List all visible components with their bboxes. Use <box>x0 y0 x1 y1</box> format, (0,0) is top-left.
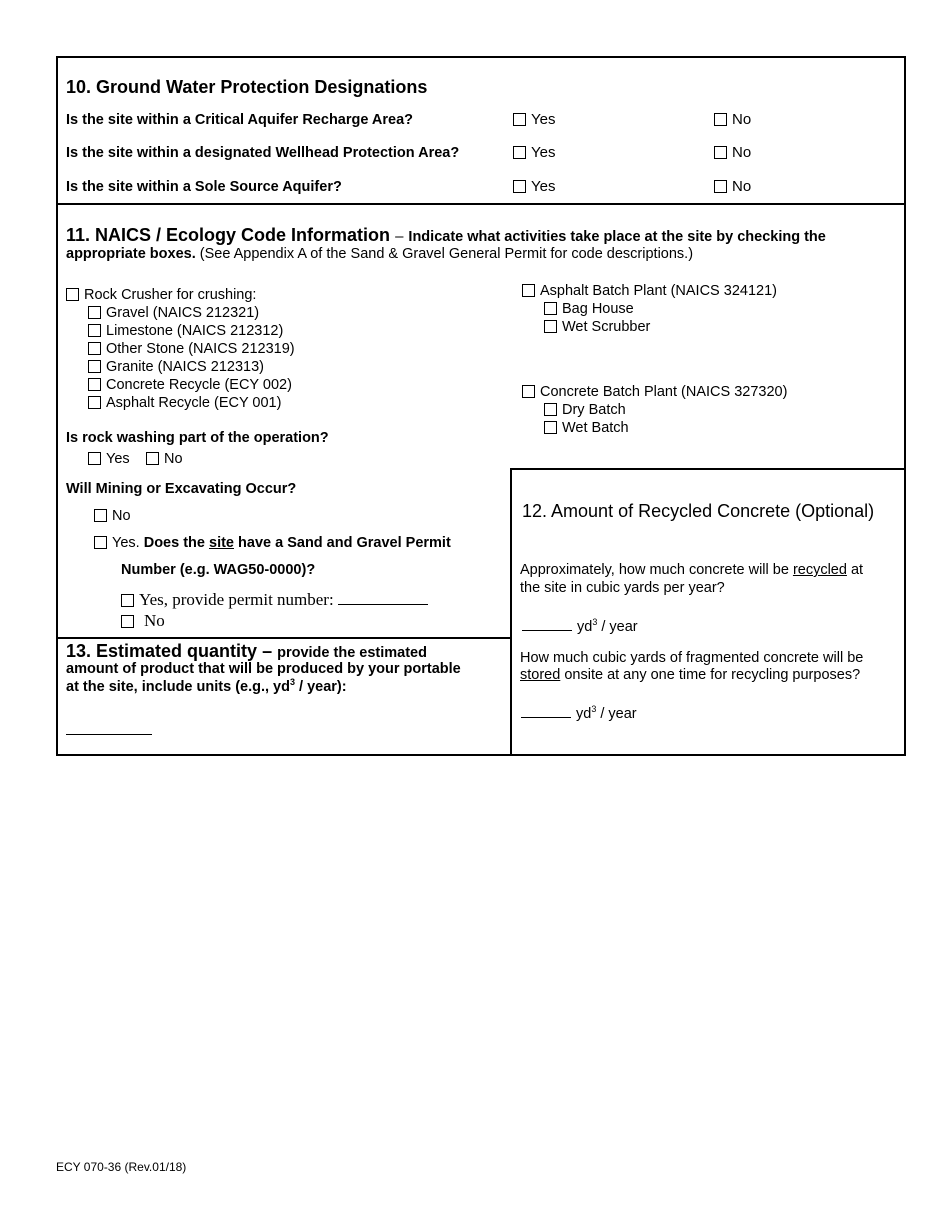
permit-number-question: Number (e.g. WAG50-0000)? <box>121 562 316 578</box>
divider-10-11 <box>56 203 906 205</box>
asphalt-bag-house[interactable]: Bag House <box>544 301 634 317</box>
checkbox[interactable] <box>94 536 107 549</box>
q-critical-aquifer-no[interactable]: No <box>714 111 751 128</box>
divider-11-12 <box>511 468 906 470</box>
divider-13 <box>56 637 512 639</box>
checkbox[interactable] <box>121 615 134 628</box>
q-wellhead: Is the site within a designated Wellhead Protection Area? <box>66 145 460 161</box>
rock-crusher-option[interactable]: Rock Crusher for crushing: <box>66 287 256 303</box>
asphalt-wet-scrubber[interactable]: Wet Scrubber <box>544 319 650 335</box>
checkbox[interactable] <box>121 594 134 607</box>
section-12-title: 12. Amount of Recycled Concrete (Optional) <box>522 501 875 521</box>
checkbox[interactable] <box>94 509 107 522</box>
q-sole-source-no[interactable]: No <box>714 178 751 195</box>
rock-washing-yes[interactable]: Yes <box>88 451 130 467</box>
checkbox[interactable] <box>544 403 557 416</box>
checkbox[interactable] <box>544 421 557 434</box>
checkbox[interactable] <box>88 324 101 337</box>
checkbox[interactable] <box>146 452 159 465</box>
mining-yes[interactable]: Yes. Does the site have a Sand and Gravel Permit <box>94 535 451 551</box>
section-13-text-line3: at the site, include units (e.g., $yd^3$ / year): <box>66 677 347 695</box>
estimated-quantity-input[interactable] <box>66 734 152 735</box>
checkbox[interactable] <box>544 302 557 315</box>
checkbox[interactable] <box>513 180 526 193</box>
recycled-question-line1: Approximately, how much concrete will be recycled at <box>520 562 864 578</box>
rock-washing-question: Is rock washing part of the operation? <box>66 430 329 446</box>
checkbox[interactable] <box>88 306 101 319</box>
checkbox[interactable] <box>88 360 101 373</box>
permit-no-option[interactable]: No <box>121 611 165 631</box>
mining-no[interactable]: No <box>94 508 131 524</box>
section-11-instruction: appropriate boxes. (See Appendix A of the Sand & Gravel General Permit for code descriptions.) <box>66 246 694 262</box>
q-wellhead-yes[interactable]: Yes <box>513 144 555 161</box>
checkbox[interactable] <box>513 146 526 159</box>
checkbox[interactable] <box>513 113 526 126</box>
concrete-wet-batch[interactable]: Wet Batch <box>544 420 629 436</box>
asphalt-batch-plant-option[interactable]: Asphalt Batch Plant (NAICS 324121) <box>522 283 777 299</box>
checkbox[interactable] <box>522 284 535 297</box>
stored-amount-input[interactable] <box>521 717 571 718</box>
q-critical-aquifer: Is the site within a Critical Aquifer Recharge Area? <box>66 112 414 128</box>
crusher-granite[interactable]: Granite (NAICS 212313) <box>88 359 264 375</box>
q-sole-source: Is the site within a Sole Source Aquifer? <box>66 179 342 195</box>
concrete-dry-batch[interactable]: Dry Batch <box>544 402 626 418</box>
checkbox[interactable] <box>522 385 535 398</box>
section-11-heading: 11. NAICS / Ecology Code Information – Indicate what activities take place at the site by checking the <box>66 225 826 245</box>
checkbox[interactable] <box>544 320 557 333</box>
stored-question-line2: stored onsite at any one time for recycling purposes? <box>520 667 861 683</box>
checkbox[interactable] <box>714 113 727 126</box>
checkbox[interactable] <box>714 146 727 159</box>
section-10-title: 10. Ground Water Protection Designations <box>66 77 428 97</box>
recycled-amount-field[interactable]: $yd^3$ / year <box>522 619 638 635</box>
section-13-heading: 13. Estimated quantity – provide the estimated <box>66 641 427 661</box>
form-id-footer: ECY 070-36 (Rev.01/18) <box>56 1160 187 1174</box>
section-13-title: 13. Estimated quantity <box>66 641 258 661</box>
crusher-other-stone[interactable]: Other Stone (NAICS 212319) <box>88 341 295 357</box>
section-13-text-line2: amount of product that will be produced by your portable <box>66 661 461 677</box>
section-11-title: 11. NAICS / Ecology Code Information <box>66 225 391 245</box>
rock-washing-no[interactable]: No <box>146 451 183 467</box>
recycled-amount-input[interactable] <box>522 630 572 631</box>
vertical-divider-12 <box>510 468 512 756</box>
concrete-batch-plant-option[interactable]: Concrete Batch Plant (NAICS 327320) <box>522 384 787 400</box>
crusher-asphalt-recycle[interactable]: Asphalt Recycle (ECY 001) <box>88 395 281 411</box>
checkbox[interactable] <box>88 452 101 465</box>
q-critical-aquifer-yes[interactable]: Yes <box>513 111 555 128</box>
q-wellhead-no[interactable]: No <box>714 144 751 161</box>
checkbox[interactable] <box>88 396 101 409</box>
permit-number-input[interactable] <box>338 604 428 605</box>
checkbox[interactable] <box>714 180 727 193</box>
checkbox[interactable] <box>88 342 101 355</box>
stored-amount-field[interactable]: $yd^3$ / year <box>521 706 637 722</box>
crusher-gravel[interactable]: Gravel (NAICS 212321) <box>88 305 259 321</box>
mining-question: Will Mining or Excavating Occur? <box>66 481 297 497</box>
q-sole-source-yes[interactable]: Yes <box>513 178 555 195</box>
crusher-limestone[interactable]: Limestone (NAICS 212312) <box>88 323 283 339</box>
permit-yes-option[interactable]: Yes, provide permit number: <box>121 590 428 610</box>
stored-question-line1: How much cubic yards of fragmented concrete will be <box>520 650 864 666</box>
crusher-concrete-recycle[interactable]: Concrete Recycle (ECY 002) <box>88 377 292 393</box>
checkbox[interactable] <box>66 288 79 301</box>
checkbox[interactable] <box>88 378 101 391</box>
recycled-question-line2: the site in cubic yards per year? <box>520 580 725 596</box>
